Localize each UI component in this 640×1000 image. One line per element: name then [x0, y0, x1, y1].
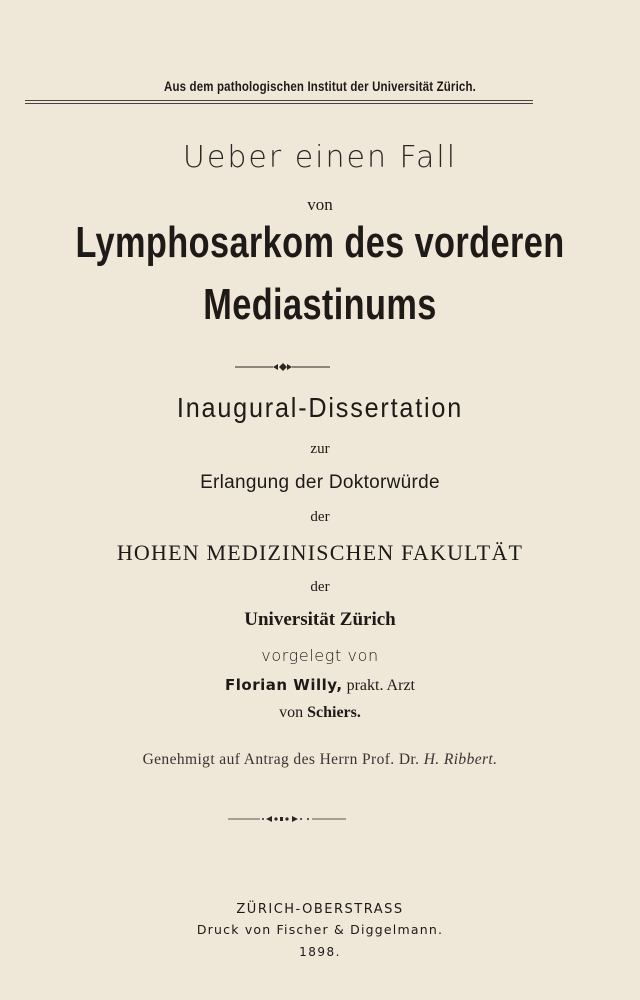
author-line	[0, 676, 640, 695]
der-text-1: der	[310, 509, 330, 525]
erlangung-text: Erlangung der Doktorwürde	[200, 472, 440, 493]
origin-place: Schiers.	[307, 704, 361, 721]
imprint-city: ZÜRICH-OBERSTRASS	[236, 902, 404, 917]
origin-line	[0, 704, 640, 722]
faculty-text: HOHEN MEDIZINISCHEN FAKULTÄT	[116, 540, 524, 565]
header-rule-upper	[25, 100, 533, 101]
der-text-2: der	[310, 579, 330, 595]
approval-prefix: Genehmigt auf Antrag des Herrn Prof. Dr.	[142, 751, 424, 768]
approval-name: H. Ribbert.	[423, 751, 498, 768]
imprint-year: 1898.	[299, 945, 341, 959]
dissertation-heading: Inaugural-Dissertation	[176, 392, 464, 423]
zur-text: zur	[310, 441, 330, 457]
imprint-printer: Druck von Fischer & Diggelmann.	[196, 922, 444, 937]
title-line-3: Mediastinums	[203, 280, 437, 329]
header-rule-lower	[25, 103, 533, 104]
vorgelegt-text: vorgelegt von	[261, 646, 379, 665]
author-name: Florian Willy,	[225, 676, 343, 694]
university-text: Universität Zürich	[244, 609, 396, 630]
ornament-divider-bottom	[228, 814, 346, 824]
author-role: prakt. Arzt	[342, 677, 415, 694]
institute-header: Aus dem pathologischen Institut der Universität Zürich.	[163, 78, 477, 94]
title-von: von	[307, 195, 333, 214]
origin-prefix: von	[279, 704, 308, 721]
title-line-1: Ueber einen Fall	[182, 140, 458, 175]
approval-line	[0, 751, 640, 769]
ornament-divider-top	[235, 361, 330, 373]
title-line-2: Lymphosarkom des vorderen	[75, 218, 565, 267]
